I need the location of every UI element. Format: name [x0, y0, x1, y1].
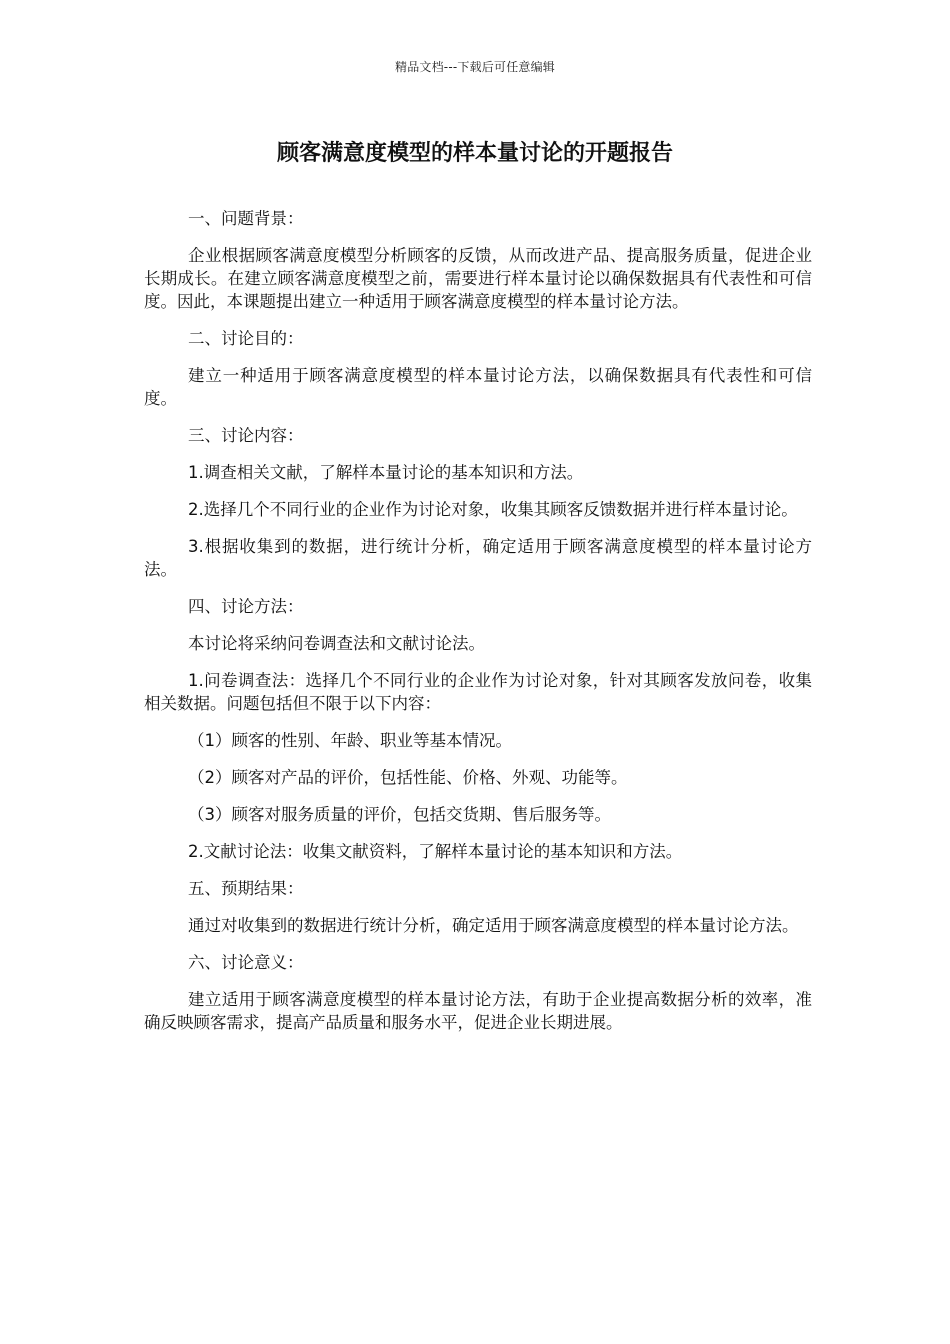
section-heading-background: 一、问题背景： [188, 209, 304, 228]
page-header: 精品文档---下载后可任意编辑 [395, 60, 555, 74]
paragraph-significance: 建立适用于顾客满意度模型的样本量讨论方法，有助于企业提高数据分析的效率，准确反映顾客需求，提高产品质量和服务水平，促进企业长期进展。 [144, 990, 812, 1032]
paragraph-method-intro: 本讨论将采纳问卷调查法和文献讨论法。 [188, 634, 485, 653]
list-item-content-2: 2.选择几个不同行业的企业作为讨论对象，收集其顾客反馈数据并进行样本量讨论。 [188, 500, 798, 519]
section-heading-expected-results: 五、预期结果： [188, 879, 304, 898]
section-heading-purpose: 二、讨论目的： [188, 329, 304, 348]
list-item-method-literature: 2.文献讨论法：收集文献资料，了解样本量讨论的基本知识和方法。 [188, 842, 683, 861]
section-heading-significance: 六、讨论意义： [188, 953, 304, 972]
section-heading-content: 三、讨论内容： [188, 426, 304, 445]
sub-item-question-3: （3）顾客对服务质量的评价，包括交货期、售后服务等。 [188, 805, 611, 824]
list-item-method-questionnaire: 1.问卷调查法：选择几个不同行业的企业作为讨论对象，针对其顾客发放问卷，收集相关数据。问题包括但不限于以下内容： [144, 671, 812, 713]
sub-item-question-2: （2）顾客对产品的评价，包括性能、价格、外观、功能等。 [188, 768, 628, 787]
document-title: 顾客满意度模型的样本量讨论的开题报告 [276, 141, 673, 166]
paragraph-expected-results: 通过对收集到的数据进行统计分析，确定适用于顾客满意度模型的样本量讨论方法。 [188, 916, 799, 935]
document-body [144, 207, 812, 1048]
paragraph-purpose: 建立一种适用于顾客满意度模型的样本量讨论方法，以确保数据具有代表性和可信度。 [144, 366, 812, 408]
sub-item-question-1: （1）顾客的性别、年龄、职业等基本情况。 [188, 731, 512, 750]
list-item-content-1: 1.调查相关文献，了解样本量讨论的基本知识和方法。 [188, 463, 584, 482]
paragraph-background: 企业根据顾客满意度模型分析顾客的反馈，从而改进产品、提高服务质量，促进企业长期成长。在建立顾客满意度模型之前，需要进行样本量讨论以确保数据具有代表性和可信度。因此，本课题提出建立一种适用于顾客满意度模型的样本量讨论方法。 [144, 246, 812, 311]
section-heading-method: 四、讨论方法： [188, 597, 304, 616]
list-item-content-3: 3.根据收集到的数据，进行统计分析，确定适用于顾客满意度模型的样本量讨论方法。 [144, 537, 812, 579]
